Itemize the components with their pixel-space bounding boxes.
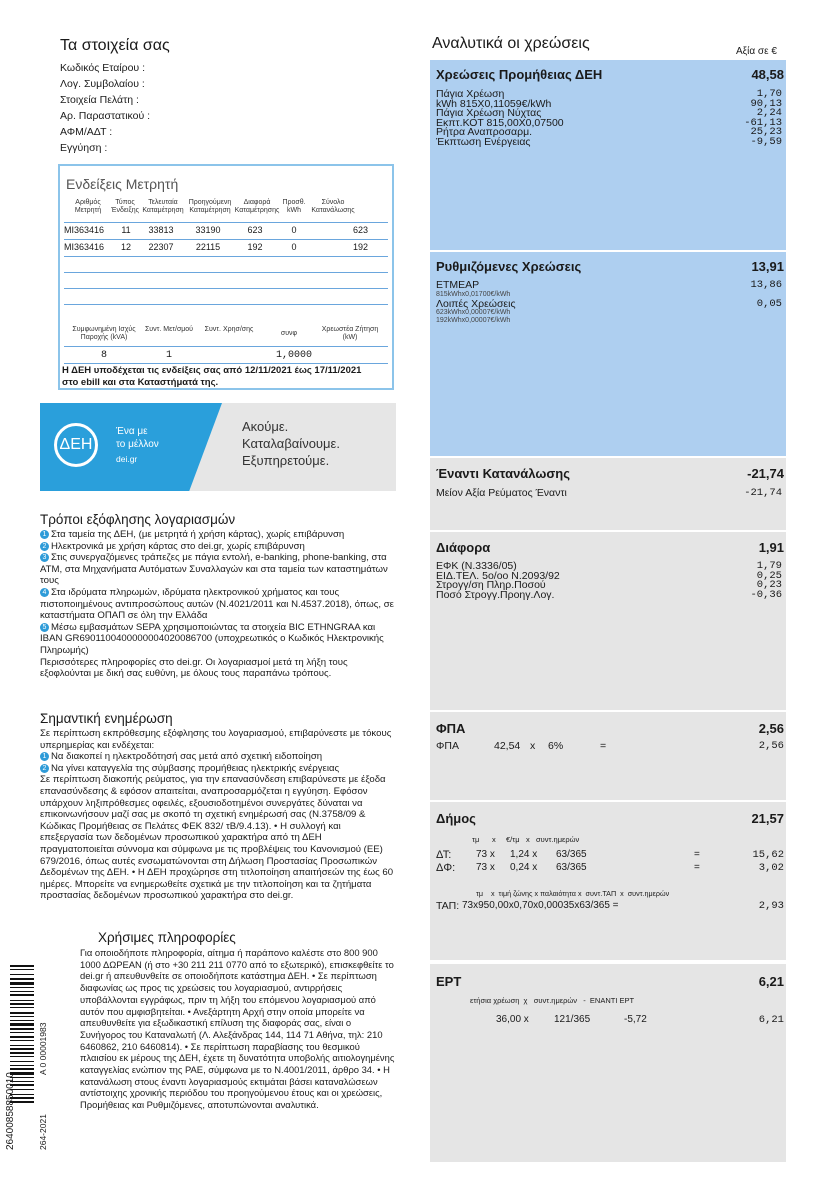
barcode-date: 264-2021	[38, 1114, 48, 1150]
payment-text: Στις συνεργαζόμενες τράπεζες με πάγια εντολή, e-banking, phone-banking, στα ATM, στα Μηχανήματα Αυτόματων Συναλλαγών και στα ταμεία των καταστημάτων τους	[40, 552, 388, 587]
charge-label: kWh 815Χ0,11059€/kWh	[436, 97, 552, 110]
meter-header: Τελευταία Καταμέτρηση	[142, 199, 184, 214]
meter-cell: 192	[247, 242, 263, 252]
barcode-bar	[10, 1016, 34, 1017]
number-4-icon: 4	[40, 588, 49, 597]
barcode-bar	[10, 1040, 34, 1041]
charge-value: 1,79	[756, 560, 782, 572]
meter-header2: συνφ	[280, 330, 298, 337]
regulated-panel	[430, 252, 786, 456]
meter-cell: 22307	[148, 242, 174, 252]
number-5-icon: 5	[40, 623, 49, 632]
payment-text: Μέσω εμβασμάτων SEPA χρησιμοποιώντας τα στοιχεία BIC ETHNGRAA και IBAN GR6901100400000004020086700 (υποχρεωτικός ο Κωδικός Ηλεκτρονικής Πληρωμής)	[40, 621, 384, 656]
vat-total: 2,56	[758, 721, 784, 736]
meter-cell: 623	[352, 225, 368, 235]
meter-note: Η ΔΕΗ υποδέχεται τις ενδείξεις σας από 12/11/2021 έως 17/11/2021 στο ebill και στα Καταστήματά της.	[62, 365, 362, 388]
vat-base: 42,54	[494, 740, 521, 752]
important-item-text: Να γίνει καταγγελία της σύμβασης προμήθειας ηλεκτρικής ενέργειας	[51, 762, 340, 774]
number-1-icon: 1	[40, 752, 49, 761]
payment-footer: Περισσότερες πληροφορίες στο dei.gr. Οι λογαριασμοί μετά τη λήξη τους εξοφλούνται με δική σας ευθύνη, με όλους τους παραπάνω τρόπους.	[40, 656, 348, 680]
meter-cell: 22115	[195, 242, 221, 252]
banner-tag2: το μέλλον	[116, 439, 159, 450]
barcode-bar	[10, 1007, 34, 1008]
meter-header: Σύνολο Κατανάλωσης	[311, 199, 355, 214]
barcode-bar	[10, 1003, 34, 1005]
ert-header: ετήσια χρέωση χ συντ.ημερών - ΕΝΑΝΤΙ ΕΡΤ	[470, 996, 635, 1005]
municipal-panel	[430, 802, 786, 960]
banner-line1: Ακούμε.	[242, 419, 289, 434]
charge-value: -61,13	[744, 116, 782, 129]
barcode-bar	[10, 1023, 34, 1026]
field-customer: Στοιχεία Πελάτη :	[60, 94, 139, 106]
supply-total: 48,58	[751, 67, 784, 82]
regulated-total: 13,91	[751, 259, 784, 274]
tap-value: 2,93	[758, 900, 784, 912]
meter-cell: 0	[291, 242, 297, 252]
charge-label: Εκπτ.ΚΟΤ 815,00Χ0,07500	[436, 116, 564, 129]
charge-label: Λοιπές Χρεώσεις	[436, 298, 516, 310]
barcode-bar	[10, 1028, 34, 1030]
banner-slogan	[242, 418, 340, 469]
municipal-hdr-x1: x	[492, 835, 496, 844]
charge-row	[436, 588, 782, 601]
charge-value: 13,86	[750, 279, 782, 291]
meter-cell: 0	[291, 225, 297, 235]
meter-cell: 192	[352, 242, 368, 252]
table-row	[64, 242, 386, 252]
municipal-title: Δήμος	[436, 811, 476, 826]
meter-title: Ενδείξεις Μετρητή	[66, 176, 179, 192]
df-value: 3,02	[758, 862, 784, 874]
vat-panel	[430, 712, 786, 800]
meter-header2: Συντ. Χρησ/σης	[204, 326, 254, 333]
charge-row	[436, 279, 782, 291]
supply-panel	[430, 60, 786, 250]
barcode-bar	[10, 1061, 34, 1062]
vat-x: x	[530, 740, 536, 752]
useful-title: Χρήσιμες πληροφορίες	[98, 930, 236, 945]
meter-header: Προηγούμενη Καταμέτρηση	[188, 199, 232, 214]
tap-formula: 73x950,00x0,70x0,00035x63/365 =	[462, 900, 619, 911]
ert-value: 6,21	[758, 1014, 784, 1026]
barcode-bar	[10, 994, 34, 996]
payment-item	[40, 529, 396, 541]
charge-label: Μείον Αξία Ρεύματος Έναντι	[436, 487, 567, 499]
dt-label: ΔΤ:	[436, 849, 452, 861]
charge-label: Στρογγ/ση Πληρ.Ποσού	[436, 579, 546, 591]
municipal-total: 21,57	[751, 811, 784, 826]
barcode-bar	[10, 1036, 34, 1038]
barcode-number: 26400858850010	[5, 1072, 16, 1150]
charge-label: ΕΦΚ (Ν.3336/05)	[436, 560, 517, 572]
barcode-bar	[10, 978, 34, 980]
charge-row	[436, 487, 782, 499]
important-title: Σημαντική ενημέρωση	[40, 711, 173, 726]
meter-cell: 33190	[195, 225, 221, 235]
df-tm: 73 x	[476, 862, 495, 873]
vat-label: ΦΠΑ	[436, 740, 459, 752]
vat-value: 2,56	[758, 740, 784, 752]
payment-text: Στα ιδρύματα πληρωμών, ιδρύματα ηλεκτρονικού χρήματος και τους πιστοποιημένους αντιπροσώπους αυτών (Ν.4021/2011 και Ν.4537.2018), όπως, σε καταστήματα ΟΠΑΠ σε όλη την Ελλάδα	[40, 586, 394, 622]
barcode-bar	[10, 987, 34, 988]
barcode-bar	[10, 991, 34, 992]
charge-label: Έκπτωση Ενέργειας	[436, 135, 531, 148]
useful-body: Για οποιοδήποτε πληροφορία, αίτημα ή παράπονο καλέστε στο 800 900 1000 ΔΩΡΕΑΝ (ή στο +30 211 211 0770 από το εξωτερικό), επισκεφθείτε το dei.gr ή απευθυνθείτε σε οποιοδήποτε κατάστημα ΔΕΗ. • Σε περίπτωση διαφωνίας ως προς τις χρεώσεις του λογαριασμού, αντιρρήσεις υποβάλλονται εγγράφως, πριν τη λήξη του επόμενου λογαριασμού από αυτόν που αμφισβητείται. • Ανεξάρτητη Αρχή στην οποία μπορείτε να απευθυνθείτε για εξωδικαστική επίλυση της διαφοράς σας, είναι ο Συνήγορος του Καταναλωτή (Λ. Αλεξάνδρας 144, 114 71 Αθήνα, τηλ: 210 6460862, 210 6460814). • Σε περίπτωση παραβίασης του θεσμικού πλαισίου εκ μέρους της ΔΕΗ, έχετε τη δυνατότητα υποβολής αιτιολογημένης καταγγελίας ενώπιον της ΡΑΕ, σύμφωνα με το Ν.4001/2011, άρθρο 34. • Η κατανάλωση στους έναντι λογαριασμούς εκτιμάται βάσει καταναλώσεων αντίστοιχης χρονικής περιόδου του προηγούμενου έτους και οι χρεώσεις, Προμήθειας και Ρυθμιζόμενες, αποτυπώνονται αναλυτικά.	[80, 947, 395, 1111]
important-body	[40, 728, 396, 902]
meter-header: Διαφορά Καταμέτρησης	[234, 199, 280, 214]
barcode-bar	[10, 1048, 34, 1050]
barcode-bar	[10, 1020, 34, 1021]
meter-value: 1	[165, 350, 172, 361]
banner-tagline	[116, 425, 159, 466]
important-item	[40, 763, 396, 775]
meter-values2	[64, 350, 386, 361]
dt-tm: 73 x	[476, 849, 495, 860]
df-label: ΔΦ:	[436, 862, 456, 874]
municipal-hdr-eur: €/τμ	[506, 835, 520, 844]
meter-value	[194, 350, 264, 361]
charge-label: Πάγια Χρέωση Νύχτας	[436, 107, 542, 119]
dei-banner[interactable]	[40, 403, 396, 491]
banner-line2: Καταλαβαίνουμε.	[242, 436, 340, 451]
banner-tag1: Ένα με	[116, 426, 148, 437]
ert-panel	[430, 964, 786, 1162]
table-row	[64, 225, 386, 235]
meter-box	[58, 164, 394, 390]
charge-label: ΕΤΜΕΑΡ	[436, 279, 480, 291]
meter-header2: Χρεωστέα Ζήτηση (kW)	[321, 326, 379, 341]
charge-value: 2,24	[756, 107, 782, 119]
charge-value: 25,23	[750, 126, 782, 138]
charge-row	[436, 299, 782, 309]
currency-label: Αξία σε €	[736, 46, 777, 57]
banner-site: dei.gr	[116, 454, 138, 464]
barcode-bar	[10, 969, 34, 970]
charge-value: 90,13	[750, 97, 782, 110]
meter-header: Προσθ. kWh	[282, 199, 306, 214]
meter-headers	[66, 199, 386, 215]
field-contract: Λογ. Συμβολαίου :	[60, 78, 145, 90]
regulated-rows	[436, 279, 782, 325]
charge-value: -9,59	[750, 135, 782, 148]
important-text: Σε περίπτωση εκπρόθεσμης εξόφλησης του λογαριασμού, επιβαρύνεστε με τόκους υπερημερίας και ενδέχεται:	[40, 728, 392, 751]
important-paragraph: Σε περίπτωση διακοπής ρεύματος, για την επανασύνδεση επιβαρύνεστε με έξοδα επανασύνδεσης & εφόσον απαιτείται, αναπροσαρμόζεται η εγγύηση. Εφόσον υπάρχουν ληξιπρόθεσμες οφειλές, εξουσιοδοτημένοι συνεργάτες δύναται να επικοινωνήσουν μαζί σας με σκοπό τη σχετική ενημέρωσή σας (Ν.3758/09 & Κώδικας Προμήθειας σε Πελάτες ΦΕΚ 832/ τΒ/9.4.13). • Η συλλογή και επεξεργασία των δεδομένων προσωπικού χαρακτήρα από τη ΔΕΗ πραγματοποιείται σύννομα και σύμφωνα με τις προβλέψεις του Κανονισμού (ΕΕ) 679/2016, όπως αυτές ενσωματώνονται στη Δήλωση Προστασίας Προσωπικών Δεδομένων της ΔΕΗ. • Η ΔΕΗ προχώρησε στη τιτλοποίηση απαιτήσεών της έως 60 ημέρες. Μπορείτε να ενημερωθείτε σχετικά με την τιτλοποίηση και τα ζητήματα προστασίας δεδομένων προσωπικού χαρακτήρα στο dei.gr.	[40, 774, 394, 902]
barcode-bar	[10, 1068, 34, 1070]
meter-value: 1,0000	[275, 350, 312, 361]
number-2-icon: 2	[40, 764, 49, 773]
against-title: Έναντι Κατανάλωσης	[436, 466, 570, 481]
barcode-bar	[10, 1032, 34, 1033]
dt-days: 63/365	[556, 849, 587, 860]
payment-title: Τρόποι εξόφλησης λογαριασμών	[40, 512, 236, 527]
df-days: 63/365	[556, 862, 587, 873]
charge-sub: 192kWhx0,00007€/kWh	[436, 317, 511, 324]
meter-cell: MI363416	[64, 242, 105, 252]
customer-fields	[60, 60, 150, 156]
payment-item	[40, 622, 396, 657]
supply-rows	[436, 90, 782, 147]
charge-label: Πάγια Χρέωση	[436, 88, 505, 100]
field-document-no: Αρ. Παραστατικού :	[60, 110, 151, 122]
field-vat-id: ΑΦΜ/ΑΔΤ :	[60, 126, 113, 138]
barcode-bar	[10, 974, 34, 975]
barcode-bar	[10, 1056, 34, 1057]
charge-value: -0,36	[750, 588, 782, 601]
charge-row	[436, 135, 782, 148]
barcode-code: A 0 00001983	[38, 1022, 48, 1075]
dt-rate: 1,24 x	[510, 849, 538, 860]
payment-list	[40, 529, 396, 680]
misc-total: 1,91	[758, 540, 784, 555]
misc-panel	[430, 532, 786, 710]
vat-title: ΦΠΑ	[436, 721, 466, 736]
dt-eq: =	[694, 849, 700, 860]
important-item-text: Να διακοπεί η ηλεκτροδότησή σας μετά από σχετική ειδοποίηση	[51, 751, 323, 763]
charge-value: 1,70	[756, 88, 782, 100]
regulated-title: Ρυθμιζόμενες Χρεώσεις	[436, 259, 582, 274]
dei-logo: ΔΕΗ	[54, 423, 98, 467]
customer-title: Τα στοιχεία σας	[60, 37, 170, 54]
tap-label: ΤΑΠ:	[436, 900, 460, 912]
barcode-bar	[10, 982, 34, 985]
charge-value: 0,05	[756, 298, 782, 310]
number-1-icon: 1	[40, 530, 49, 539]
barcode-bar	[10, 965, 34, 967]
against-total: -21,74	[747, 466, 784, 481]
charge-sub: 623kWhx0,00007€/kWh	[436, 309, 511, 316]
ert-against: -5,72	[624, 1014, 647, 1025]
number-2-icon: 2	[40, 542, 49, 551]
number-3-icon: 3	[40, 553, 49, 562]
meter-value: 8	[100, 350, 107, 361]
meter-cell: MI363416	[64, 225, 105, 235]
payment-item	[40, 552, 396, 587]
meter-cell: 12	[120, 242, 131, 252]
supply-title: Χρεώσεις Προμήθειας ΔΕΗ	[436, 67, 603, 82]
payment-item	[40, 541, 396, 553]
charge-label: Ρήτρα Αναπροσαρμ.	[436, 126, 533, 138]
df-eq: =	[694, 862, 700, 873]
vat-eq: =	[600, 740, 607, 752]
barcode-bar	[10, 1065, 34, 1066]
meter-headers2	[64, 326, 386, 342]
meter-cell: 623	[247, 225, 263, 235]
df-rate: 0,24 x	[510, 862, 538, 873]
tap-header: τμ x τιμή ζώνης x παλαιότητα x συντ.ΤΑΠ x συντ.ημερών	[476, 889, 670, 898]
meter-header2: Συμφωνημένη Ισχύς Παροχής (kVA)	[72, 326, 136, 341]
against-panel	[430, 458, 786, 530]
field-partner-code: Κωδικός Εταίρου :	[60, 62, 145, 74]
meter-value	[324, 350, 386, 361]
dt-value: 15,62	[752, 849, 784, 861]
meter-header: Τύπος Ένδειξης	[111, 199, 139, 214]
charge-label: Ποσό Στρογγ.Προηγ.Λογ.	[436, 588, 555, 601]
meter-cell: 33813	[148, 225, 174, 235]
payment-item	[40, 587, 396, 622]
payment-text: Ηλεκτρονικά με χρήση κάρτας στο dei.gr, χωρίς επιβάρυνση	[51, 540, 305, 552]
ert-days: 121/365	[554, 1014, 591, 1025]
municipal-hdr-days: συντ.ημερών	[536, 835, 580, 844]
municipal-hdr-x2: x	[526, 835, 530, 844]
payment-text: Στα ταμεία της ΔΕΗ, (με μετρητά ή χρήση κάρτας), χωρίς επιβάρυνση	[51, 529, 345, 540]
barcode-bar	[10, 1045, 34, 1046]
misc-title: Διάφορα	[436, 540, 491, 555]
misc-rows	[436, 562, 782, 600]
charge-value: 0,23	[756, 579, 782, 591]
barcode-bar	[10, 1000, 34, 1001]
charge-value: 0,25	[756, 569, 782, 582]
charges-title: Αναλυτικά οι χρεώσεις	[432, 35, 590, 52]
meter-cell: 11	[121, 225, 131, 235]
charge-sub: 815kWhx0,01700€/kWh	[436, 291, 511, 298]
field-deposit: Εγγύηση :	[60, 142, 108, 154]
municipal-hdr-tm: τμ	[472, 835, 480, 844]
vat-rate: 6%	[548, 740, 564, 752]
charge-value: -21,74	[744, 487, 782, 499]
ert-total: 6,21	[758, 974, 784, 989]
barcode-bar	[10, 1052, 34, 1054]
meter-header2: Συντ. Μετ/σμού	[144, 326, 194, 333]
ert-annual: 36,00 x	[496, 1014, 529, 1025]
charge-label: ΕΙΔ.ΤΕΛ. 5ο/οο Ν.2093/92	[436, 569, 560, 582]
ert-title: ΕΡΤ	[436, 974, 462, 989]
barcode-bar	[10, 1012, 34, 1014]
banner-line3: Εξυπηρετούμε.	[242, 453, 330, 468]
important-item	[40, 751, 396, 763]
meter-header: Αριθμός Μετρητή	[74, 199, 102, 214]
